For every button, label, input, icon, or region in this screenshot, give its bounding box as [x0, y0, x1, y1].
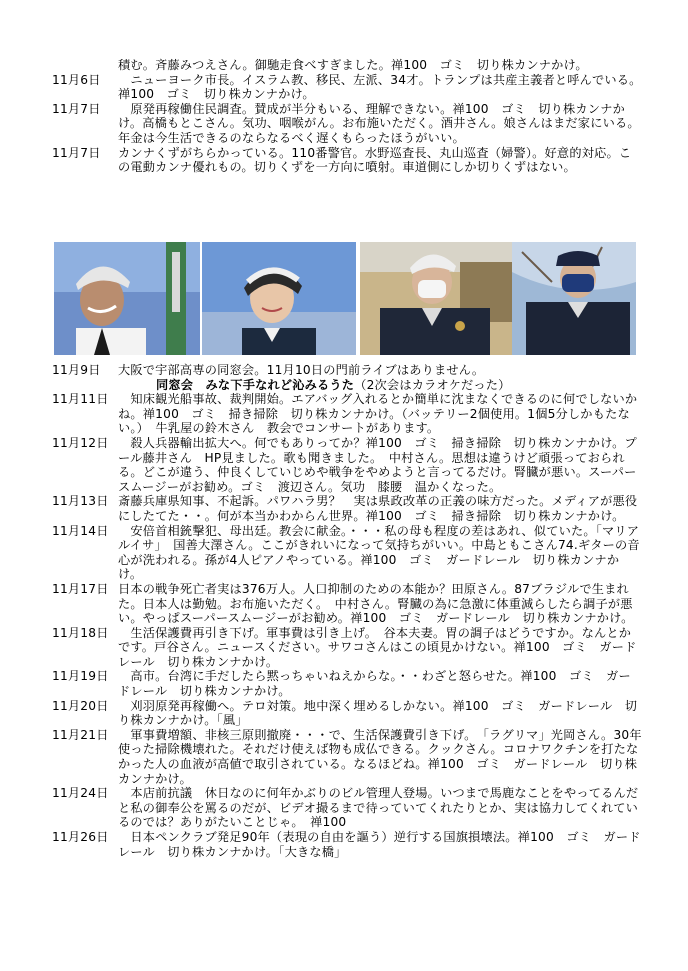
entry-text: 知床観光船事故、裁判開始。エアバッグ入れるとか簡単に沈まなくできるのに何でしないかね。禅100 ゴミ 掃き掃除 切り株カンナかけ。（バッテリー2個使用。1個5分しかもたない。） 牛乳屋の鈴木さん 教会でコンサートがあります。 — [118, 392, 638, 436]
entry-text: 原発再稼働住民調査。賛成が半分もいる、理解できない。禅100 ゴミ 切り株カンナかけ。高橋もとこさん。気功、咽喉がん。お布施いただく。酒井さん。娘さんはまだ家にいる。年金は今生活できるのならなるべく遅くもらったほうがいい。 — [118, 101, 640, 145]
heading-note: （2次会はカラオケだった） — [354, 377, 511, 392]
photo-female-officer — [202, 242, 356, 355]
diary-entry — [52, 58, 642, 73]
photo-smiling-officer — [54, 242, 200, 355]
diary-entry — [52, 363, 642, 378]
entry-date: 11月11日 — [52, 392, 109, 407]
heading-title: 同窓会 みな下手なれど沁みるうた — [156, 377, 355, 392]
diary-entry — [52, 786, 642, 830]
entry-date: 11月19日 — [52, 669, 109, 684]
diary-entry — [52, 73, 642, 102]
entry-text: 積む。斉藤みつえさん。御馳走食べすぎました。禅100 ゴミ 切り株カンナかけ。 — [118, 58, 588, 72]
entry-text: 斎藤兵庫県知事、不起訴。パワハラ男？ 実は県政改革の正義の味方だった。メディアが悪役にしたてた・・。何が本当かわからん世界。禅100 ゴミ 掃き掃除 切り株カンナかけ。 — [118, 494, 638, 523]
entry-date: 11月24日 — [52, 786, 109, 801]
diary-entry — [52, 146, 642, 175]
photo-masked-officer — [360, 242, 512, 355]
entry-date: 11月13日 — [52, 494, 109, 509]
diary-entry — [52, 523, 653, 582]
entry-date: 11月18日 — [52, 625, 109, 640]
diary-entry — [52, 392, 642, 436]
entry-date: 11月17日 — [52, 581, 109, 596]
reunion-heading — [52, 378, 642, 393]
entry-text: ニューヨーク市長。イスラム教、移民、左派、34才。トランプは共産主義者と呼んでいる。禅100 ゴミ 切り株カンナかけ。 — [118, 72, 642, 102]
diary-entries-bottom — [52, 363, 653, 859]
entry-date: 11月14日 — [52, 523, 109, 538]
entry-text: 本店前抗議 休日なのに何年かぶりのビル管理人登場。いつまで馬鹿なことをやってるんだと私の御奉公を罵るのだが、ビデオ撮るまで待っていてくれたりとか、実は協力してくれているのでは？ありがたいことじゃ。 禅100 — [118, 786, 639, 830]
photo-strip — [54, 242, 634, 355]
diary-entry — [52, 582, 642, 626]
entry-date: 11月9日 — [52, 363, 101, 377]
entry-text: 殺人兵器輸出拡大へ。何でもありってか？禅100 ゴミ 掃き掃除 切り株カンナかけ。プール藤井さん HP見ました。歌も聞きました。 中村さん。思想は違うけど頑張っておられる。どこが違う、仲良くしていじめや戦争をやめようと言ってるだけ。腎臓が悪い。スーパースムージーがお勧め。ゴミ 渡辺さん。気功 膝腰 温かくなった。 — [118, 435, 637, 494]
diary-entry — [52, 436, 642, 494]
entry-date: 11月7日 — [52, 101, 101, 116]
entry-date: 11月12日 — [52, 435, 109, 450]
photo-masked-officer-cap — [512, 242, 636, 355]
entry-date — [52, 58, 118, 73]
entry-date: 11月7日 — [52, 145, 101, 160]
diary-entry — [52, 494, 642, 523]
entry-text: 安倍首相銃撃犯、母出廷。教会に献金。・・・私の母も程度の差はあれ、似ていた。「マリアルイサ」 国善大澤さん。ここがきれいになって気持ちがいい。中島ともこさん74.ギターの音 心が洗われる。孫が4人ピアノやっている。禅100 ゴミ ガードレール 切り株カンナかけ。 — [118, 523, 653, 582]
entry-text: 刈羽原発再稼働へ。テロ対策。地中深く埋めるしかない。禅100 ゴミ ガードレール 切り株カンナかけ。「風」 — [118, 698, 638, 728]
diary-entry — [52, 728, 642, 786]
entry-text: 軍事費増額、非核三原則撤廃・・・で、生活保護費引き下げ。 「ラグリマ」光岡さん。30年使った掃除機壊れた。それだけ使えば物も成仏できる。クックさん。コロナワクチンを打たなかった人の血液が高値で取引されている。なるほどね。禅100 ゴミ ガードレール 切り株カンナかけ。 — [118, 727, 642, 786]
diary-entry — [52, 669, 642, 698]
diary-entry — [52, 830, 642, 859]
entry-date: 11月21日 — [52, 727, 109, 742]
entry-text: 生活保護費再引き下げ。軍事費は引き上げ。 谷本夫妻。胃の調子はどうですか。なんとかです。戸谷さん。ニュースください。サワコさんはこの頃見かけない。禅100 ゴミ ガードレール 切り株カンナかけ。 — [118, 625, 637, 669]
entry-text: 大阪で宇部高専の同窓会。11月10日の門前ライブはありません。 — [118, 363, 485, 377]
entry-text: 日本ペンクラブ発足90年（表現の自由を謳う）逆行する国旗損壊法。禅100 ゴミ ガードレール 切り株カンナかけ。「大きな橋」 — [118, 830, 641, 859]
diary-entry — [52, 699, 642, 728]
entry-date: 11月20日 — [52, 698, 109, 713]
entry-text: 高市。台湾に手だしたら黙っちゃいねえからな。・・わざと怒らせた。禅100 ゴミ ガードレール 切り株カンナかけ。 — [118, 669, 631, 699]
entry-text: カンナくずがちらかっている。110番警官。水野巡査長、丸山巡査（婦警）。好意的対応。この電動カンナ優れもの。切りくずを一方向に噴射。車道側にしか切りくずはない。 — [118, 145, 632, 175]
entry-date: 11月26日 — [52, 830, 109, 844]
diary-entry — [52, 102, 642, 146]
entry-date: 11月6日 — [52, 72, 101, 87]
diary-entries-top — [52, 58, 642, 175]
diary-entry — [52, 626, 642, 670]
entry-text: 日本の戦争死亡者実は376万人。人口抑制のための本能か？田原さん。87ブラジルで生まれた。日本人は勤勉。お布施いただく。 中村さん。腎臓の為に急激に体重減らしたら調子が悪い。やっぱスーパースムージーがお勧め。禅100 ゴミ ガードレール 切り株カンナかけ。 — [118, 581, 634, 626]
